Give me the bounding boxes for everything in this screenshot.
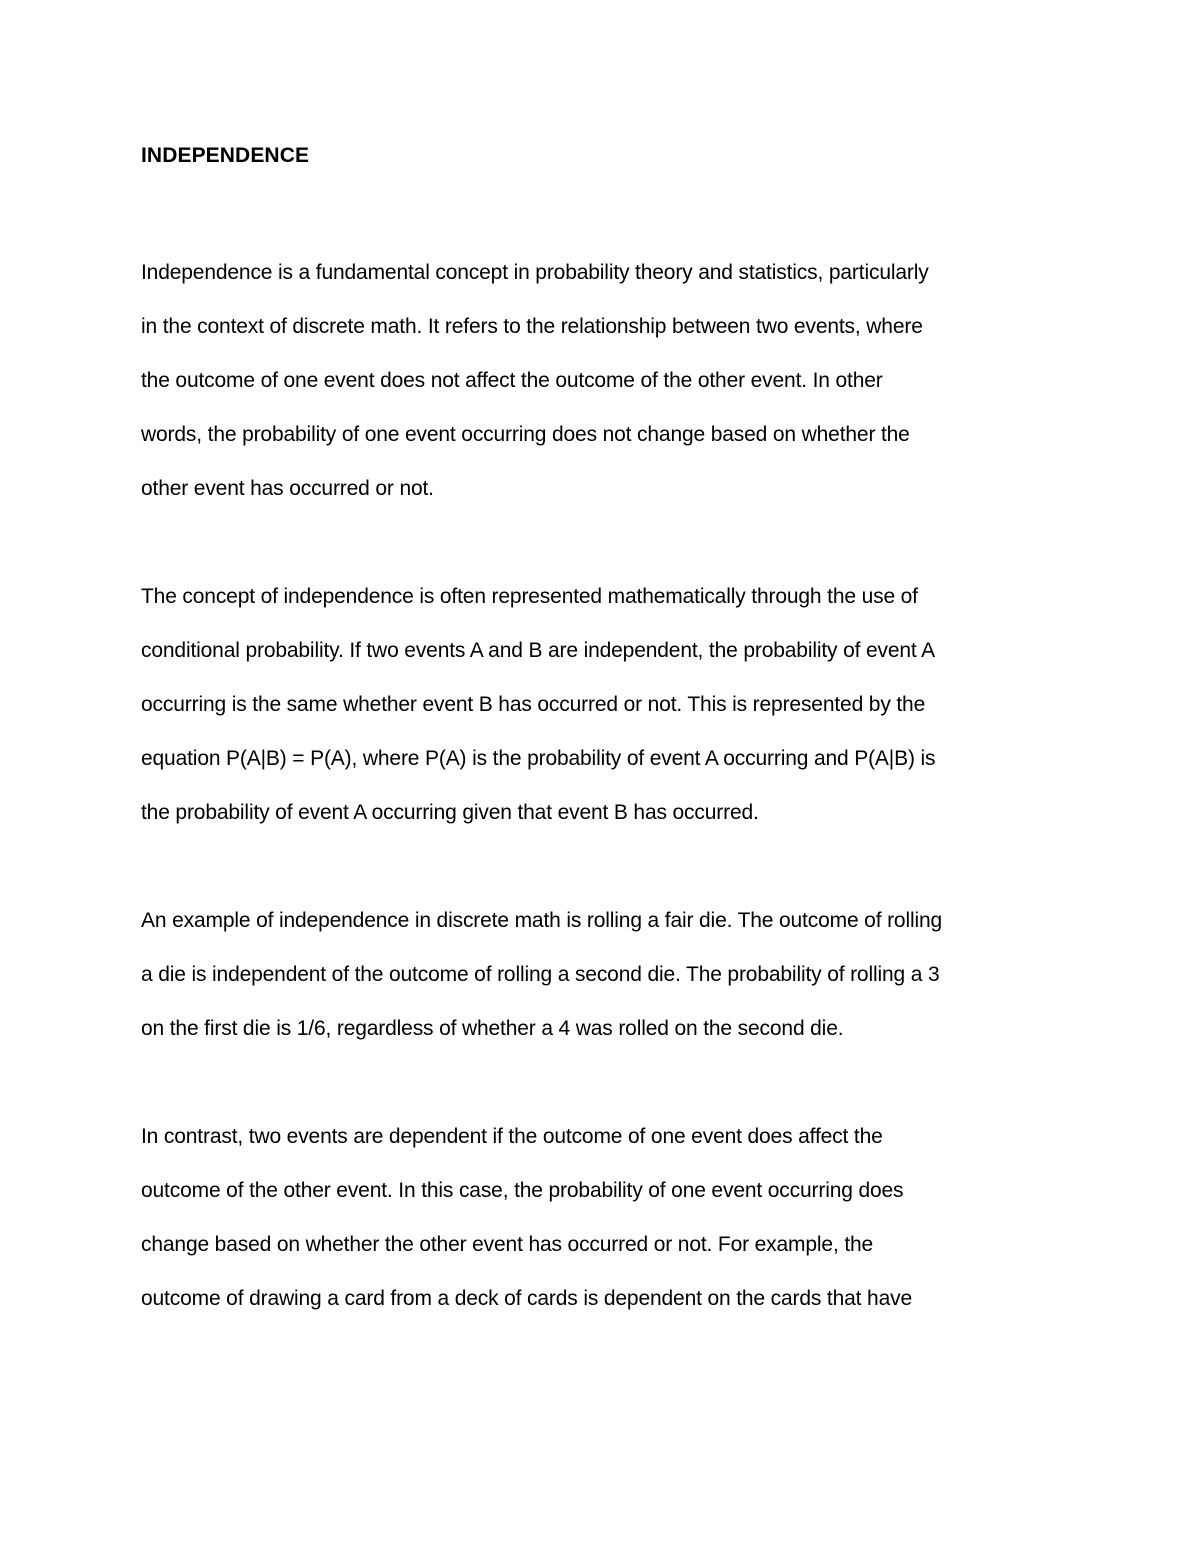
paragraph-line: other event has occurred or not. xyxy=(141,477,434,500)
paragraph-line: a die is independent of the outcome of rolling a second die. The probability of rolling a 3 xyxy=(141,963,940,986)
paragraph-line: An example of independence in discrete math is rolling a fair die. The outcome of rolling xyxy=(141,909,943,932)
paragraph-line: words, the probability of one event occurring does not change based on whether the xyxy=(141,423,910,446)
paragraph-line: The concept of independence is often represented mathematically through the use of xyxy=(141,585,918,608)
document-body xyxy=(141,138,1081,1380)
paragraph-3 xyxy=(141,894,1081,1056)
paragraph-line: occurring is the same whether event B has occurred or not. This is represented by the xyxy=(141,693,926,716)
paragraph-line: outcome of the other event. In this case, the probability of one event occurring does xyxy=(141,1179,904,1202)
paragraph-2 xyxy=(141,570,1081,840)
paragraph-line: conditional probability. If two events A and B are independent, the probability of event A xyxy=(141,639,935,662)
document-title: INDEPENDENCE xyxy=(141,144,310,167)
paragraph-line: Independence is a fundamental concept in probability theory and statistics, particularly xyxy=(141,261,929,284)
paragraph-line: in the context of discrete math. It refers to the relationship between two events, where xyxy=(141,315,923,338)
paragraph-line: the outcome of one event does not affect the outcome of the other event. In other xyxy=(141,369,883,392)
paragraph-line: equation P(A|B) = P(A), where P(A) is the probability of event A occurring and P(A|B) is xyxy=(141,747,936,770)
paragraph-1 xyxy=(141,246,1081,516)
paragraph-line: the probability of event A occurring given that event B has occurred. xyxy=(141,801,759,824)
paragraph-4 xyxy=(141,1110,1081,1326)
paragraph-line: outcome of drawing a card from a deck of cards is dependent on the cards that have xyxy=(141,1287,912,1310)
paragraph-line: change based on whether the other event has occurred or not. For example, the xyxy=(141,1233,874,1256)
paragraph-line: In contrast, two events are dependent if the outcome of one event does affect the xyxy=(141,1125,883,1148)
paragraph-line: on the first die is 1/6, regardless of whether a 4 was rolled on the second die. xyxy=(141,1017,844,1040)
